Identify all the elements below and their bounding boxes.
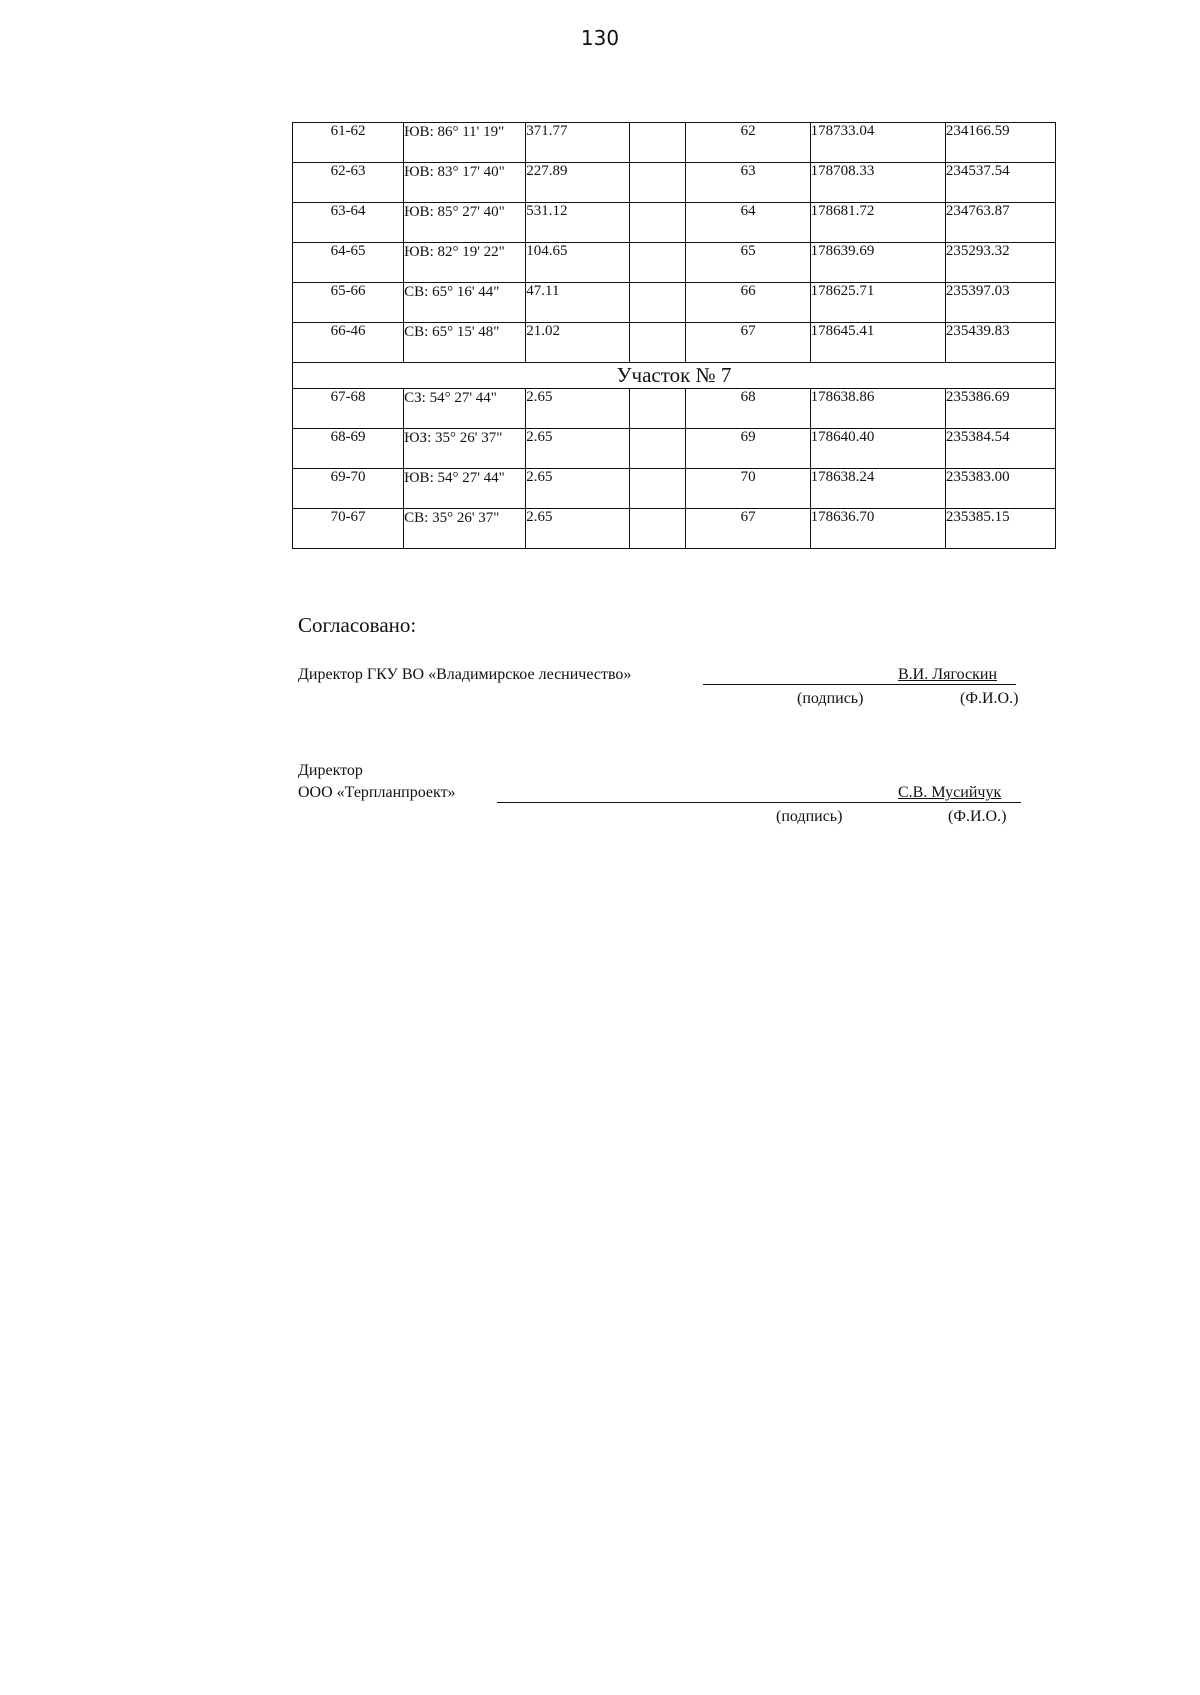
empty-cell [630,323,686,363]
y-coordinate-cell: 235397.03 [945,283,1055,323]
table-row [293,323,1056,363]
signer-2-sign-caption: (подпись) [776,808,843,825]
segment-cell: 64-65 [293,243,404,283]
direction-cell: СЗ: 54° 27' 44" [404,389,526,429]
signer-1-role: Директор ГКУ ВО «Владимирское лесничество» [298,666,632,683]
table-row [293,469,1056,509]
empty-cell [630,203,686,243]
y-coordinate-cell: 235386.69 [945,389,1055,429]
y-coordinate-cell: 235383.00 [945,469,1055,509]
length-cell: 47.11 [526,283,630,323]
point-cell: 68 [686,389,810,429]
point-cell: 67 [686,323,810,363]
point-cell: 62 [686,123,810,163]
x-coordinate-cell: 178681.72 [810,203,945,243]
table-row [293,389,1056,429]
table-section-header [293,363,1056,389]
signer-1-name: В.И. Лягоскин [898,666,997,683]
table-row [293,203,1056,243]
length-cell: 2.65 [526,389,630,429]
x-coordinate-cell: 178636.70 [810,509,945,549]
approval-heading: Согласовано: [298,613,417,637]
y-coordinate-cell: 234763.87 [945,203,1055,243]
direction-cell: ЮВ: 54° 27' 44" [404,469,526,509]
section-row [293,363,1056,389]
signer-1-sign-caption: (подпись) [797,690,864,707]
x-coordinate-cell: 178708.33 [810,163,945,203]
signer-2-name: С.В. Мусийчук [898,784,1002,801]
y-coordinate-cell: 234537.54 [945,163,1055,203]
y-coordinate-cell: 235385.15 [945,509,1055,549]
point-cell: 63 [686,163,810,203]
y-coordinate-cell: 234166.59 [945,123,1055,163]
x-coordinate-cell: 178645.41 [810,323,945,363]
table-body-part2 [293,389,1056,549]
x-coordinate-cell: 178638.24 [810,469,945,509]
segment-cell: 65-66 [293,283,404,323]
segment-cell: 63-64 [293,203,404,243]
point-cell: 69 [686,429,810,469]
y-coordinate-cell: 235439.83 [945,323,1055,363]
length-cell: 21.02 [526,323,630,363]
empty-cell [630,389,686,429]
direction-cell: СВ: 35° 26' 37" [404,509,526,549]
x-coordinate-cell: 178639.69 [810,243,945,283]
direction-cell: ЮВ: 83° 17' 40" [404,163,526,203]
signer-2-role-line1: Директор [298,762,363,779]
signer-1-name-caption: (Ф.И.О.) [960,690,1019,707]
empty-cell [630,509,686,549]
table-body-part1 [293,123,1056,363]
y-coordinate-cell: 235384.54 [945,429,1055,469]
signer-2-role-line2: ООО «Терпланпроект» [298,784,456,801]
table-row [293,243,1056,283]
empty-cell [630,163,686,203]
segment-cell: 66-46 [293,323,404,363]
x-coordinate-cell: 178640.40 [810,429,945,469]
table-row [293,283,1056,323]
segment-cell: 61-62 [293,123,404,163]
point-cell: 67 [686,509,810,549]
segment-cell: 69-70 [293,469,404,509]
y-coordinate-cell: 235293.32 [945,243,1055,283]
empty-cell [630,429,686,469]
page-number: 130 [580,26,620,50]
section-title: Участок № 7 [293,363,1056,389]
direction-cell: ЮВ: 86° 11' 19" [404,123,526,163]
table-row [293,123,1056,163]
table-row [293,163,1056,203]
x-coordinate-cell: 178733.04 [810,123,945,163]
direction-cell: СВ: 65° 15' 48" [404,323,526,363]
length-cell: 371.77 [526,123,630,163]
segment-cell: 70-67 [293,509,404,549]
point-cell: 70 [686,469,810,509]
length-cell: 227.89 [526,163,630,203]
length-cell: 2.65 [526,429,630,469]
empty-cell [630,123,686,163]
empty-cell [630,469,686,509]
length-cell: 104.65 [526,243,630,283]
length-cell: 531.12 [526,203,630,243]
length-cell: 2.65 [526,509,630,549]
direction-cell: СВ: 65° 16' 44" [404,283,526,323]
point-cell: 64 [686,203,810,243]
table-row [293,429,1056,469]
empty-cell [630,243,686,283]
direction-cell: ЮВ: 82° 19' 22" [404,243,526,283]
x-coordinate-cell: 178638.86 [810,389,945,429]
point-cell: 65 [686,243,810,283]
x-coordinate-cell: 178625.71 [810,283,945,323]
segment-cell: 62-63 [293,163,404,203]
length-cell: 2.65 [526,469,630,509]
point-cell: 66 [686,283,810,323]
segment-cell: 67-68 [293,389,404,429]
coordinates-table [292,122,1056,549]
segment-cell: 68-69 [293,429,404,469]
empty-cell [630,283,686,323]
direction-cell: ЮЗ: 35° 26' 37" [404,429,526,469]
table-row [293,509,1056,549]
direction-cell: ЮВ: 85° 27' 40" [404,203,526,243]
signer-2-name-caption: (Ф.И.О.) [948,808,1007,825]
